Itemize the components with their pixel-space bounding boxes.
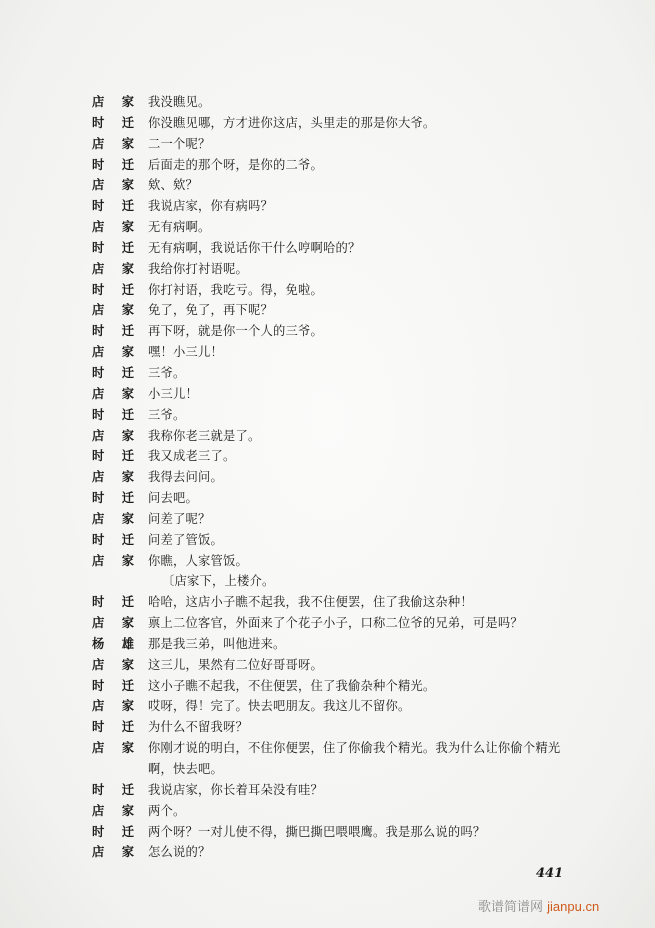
speaker-char: 店 [92,470,105,485]
speaker-name [92,592,134,613]
speaker-name [92,759,134,780]
dialogue-line [92,113,572,134]
speaker-char: 时 [92,199,105,214]
speaker-char: 迁 [121,365,134,380]
line-text: 这小子瞧不起我，不住便罢，住了我偷杂种个精光。 [148,678,436,693]
speaker-name [92,113,134,134]
speaker-name [92,342,134,363]
speaker-char: 家 [121,303,134,318]
speaker-char: 迁 [121,595,134,610]
speaker-name [92,321,134,342]
speaker-name [92,717,134,738]
speaker-char: 迁 [121,199,134,214]
dialogue-line [92,467,572,488]
speaker-name [92,467,134,488]
line-text: 我得去问问。 [148,470,223,485]
speaker-char: 雄 [121,636,134,651]
line-text: 两个。 [148,803,186,818]
line-text: 啊，快去吧。 [148,762,223,776]
speaker-char: 时 [92,824,105,839]
speaker-char: 家 [121,428,134,443]
line-text: 你瞧，人家管饭。 [148,553,248,568]
speaker-name [92,571,134,592]
speaker-char: 时 [92,720,105,735]
speaker-char: 迁 [121,324,134,339]
speaker-char: 店 [92,803,105,818]
dialogue-line [92,613,572,634]
speaker-char: 时 [92,324,105,339]
speaker-char: 时 [92,449,105,464]
dialogue-line [92,655,572,676]
dialogue-line [92,196,572,217]
speaker-char: 迁 [121,407,134,422]
stage-direction [92,571,572,592]
speaker-name [92,509,134,530]
line-text: 你没瞧见哪，方才进你这店，头里走的那是你大爷。 [148,115,436,130]
watermark [478,896,599,915]
dialogue-line [92,551,572,572]
speaker-char: 迁 [121,491,134,506]
speaker-char: 店 [92,845,105,860]
speaker-name [92,446,134,467]
speaker-name [92,488,134,509]
dialogue-line [92,342,572,363]
speaker-char: 店 [92,303,105,318]
speaker-name [92,363,134,384]
line-text: 你刚才说的明白，不住你便罢，住了你偷我个精光。我为什么让你偷个精光 [148,741,561,756]
speaker-char: 店 [92,511,105,526]
line-text: 无有病啊，我说话你干什么哼啊哈的？ [148,240,361,255]
speaker-char: 店 [92,657,105,672]
line-text: 免了，免了，再下呢？ [148,303,273,318]
speaker-char: 家 [121,220,134,235]
line-text: 小三儿！ [148,386,198,401]
line-text: 我给你打衬语呢。 [148,261,248,276]
speaker-char: 时 [92,491,105,506]
speaker-char: 家 [121,699,134,714]
line-text: 怎么说的？ [148,845,211,860]
watermark-en: jianpu.cn [547,899,600,914]
speaker-char: 家 [121,616,134,631]
speaker-name [92,405,134,426]
speaker-char: 家 [121,345,134,360]
line-text: 问差了管饭。 [148,532,223,547]
speaker-char: 时 [92,115,105,130]
dialogue-line [92,405,572,426]
speaker-char: 时 [92,532,105,547]
speaker-char: 店 [92,699,105,714]
speaker-name [92,780,134,801]
speaker-char: 时 [92,595,105,610]
line-text: 二一个呢？ [148,136,211,151]
dialogue-line [92,155,572,176]
speaker-name [92,238,134,259]
speaker-name [92,613,134,634]
line-text: 我称你老三就是了。 [148,428,261,443]
speaker-char: 店 [92,741,105,756]
line-text: 我说店家，你长着耳朵没有哇？ [148,782,323,797]
speaker-char: 店 [92,261,105,276]
line-text: 我又成老三了。 [148,449,236,464]
speaker-char: 店 [92,178,105,193]
dialogue-line [92,217,572,238]
line-text: 哈哈，这店小子瞧不起我，我不住便罢，住了我偷这杂种！ [148,595,473,610]
speaker-name [92,738,134,759]
line-text: 那是我三弟，叫他进来。 [148,636,286,651]
speaker-char: 店 [92,220,105,235]
line-text: 两个呀？一对儿使不得，撕巴撕巴喂喂鹰。我是那么说的吗？ [148,824,486,839]
speaker-name [92,175,134,196]
speaker-char: 店 [92,553,105,568]
line-text: 后面走的那个呀，是你的二爷。 [148,157,323,172]
speaker-char: 迁 [121,449,134,464]
dialogue-line [92,426,572,447]
speaker-char: 店 [92,616,105,631]
speaker-char: 时 [92,782,105,797]
dialogue-line [92,92,572,113]
dialogue-line [92,363,572,384]
speaker-name [92,676,134,697]
speaker-char: 时 [92,282,105,297]
dialogue-line [92,696,572,717]
dialogue-line [92,592,572,613]
speaker-char: 迁 [121,532,134,547]
line-text: 问差了呢？ [148,511,211,526]
speaker-char: 家 [121,386,134,401]
dialogue-line [92,801,572,822]
speaker-name [92,655,134,676]
line-text: 嘿！小三儿！ [148,345,223,360]
line-text: 我没瞧见。 [148,95,211,109]
speaker-char: 家 [121,470,134,485]
line-text: 这三儿，果然有二位好哥哥呀。 [148,657,323,672]
speaker-char: 迁 [121,782,134,797]
line-text: 问去吧。 [148,491,198,506]
dialogue-line [92,738,572,759]
speaker-char: 店 [92,136,105,151]
speaker-char: 店 [92,345,105,360]
speaker-name [92,217,134,238]
line-text: 再下呀，就是你一个人的三爷。 [148,324,323,339]
speaker-char: 家 [121,95,134,109]
speaker-char: 迁 [121,678,134,693]
speaker-char: 时 [92,407,105,422]
dialogue-line [92,488,572,509]
speaker-name [92,426,134,447]
dialogue-line [92,321,572,342]
speaker-name [92,822,134,843]
speaker-char: 家 [121,845,134,860]
speaker-char: 迁 [121,282,134,297]
dialogue-line [92,717,572,738]
line-text: 为什么不留我呀？ [148,720,248,735]
speaker-char: 时 [92,157,105,172]
speaker-char: 店 [92,95,105,109]
dialogue-line [92,509,572,530]
dialogue-line [92,530,572,551]
speaker-char: 迁 [121,240,134,255]
speaker-char: 时 [92,240,105,255]
speaker-char: 时 [92,365,105,380]
speaker-char: 迁 [121,824,134,839]
dialogue-line [92,175,572,196]
dialogue-line [92,300,572,321]
line-text: 欸、欸？ [148,178,198,193]
speaker-name [92,300,134,321]
dialogue-line [92,780,572,801]
line-text: 哎呀，得！完了。快去吧朋友。我这儿不留你。 [148,699,411,714]
speaker-name [92,634,134,655]
dialogue-line [92,676,572,697]
line-text: 无有病啊。 [148,220,211,235]
dialogue-line [92,134,572,155]
speaker-name [92,196,134,217]
line-text: 禀上二位客官，外面来了个花子小子，口称二位爷的兄弟，可是吗？ [148,616,523,631]
speaker-char: 店 [92,386,105,401]
line-text: 三爷。 [148,365,186,380]
dialogue-line [92,446,572,467]
dialogue-line [92,259,572,280]
speaker-name [92,134,134,155]
speaker-name [92,259,134,280]
speaker-char: 家 [121,741,134,756]
speaker-name [92,551,134,572]
speaker-name [92,801,134,822]
speaker-char: 家 [121,511,134,526]
speaker-char: 迁 [121,157,134,172]
dialogue-line [92,384,572,405]
speaker-char: 时 [92,678,105,693]
speaker-name [92,696,134,717]
line-text: 三爷。 [148,407,186,422]
speaker-char: 迁 [121,115,134,130]
line-text: 你打衬语，我吃亏。得，免啦。 [148,282,323,297]
speaker-char: 迁 [121,720,134,735]
speaker-char: 杨 [92,636,105,651]
speaker-name [92,280,134,301]
dialogue-line [92,759,572,780]
line-text: 我说店家，你有病吗？ [148,199,273,214]
speaker-name [92,384,134,405]
speaker-char: 家 [121,136,134,151]
dialogue-line [92,634,572,655]
line-text: 〔店家下，上楼介。 [162,574,275,589]
dialogue-line [92,280,572,301]
speaker-char: 家 [121,553,134,568]
dialogue-lines [92,92,572,863]
speaker-char: 家 [121,178,134,193]
dialogue-line [92,822,572,843]
dialogue-line [92,238,572,259]
speaker-char: 家 [121,803,134,818]
speaker-name [92,530,134,551]
speaker-char: 家 [121,657,134,672]
speaker-char: 家 [121,261,134,276]
dialogue-line [92,842,572,863]
speaker-char: 店 [92,428,105,443]
watermark-cn: 歌谱简谱网 [478,900,544,915]
speaker-name [92,842,134,863]
speaker-name [92,92,134,113]
speaker-name [92,155,134,176]
page-number: 441 [536,866,564,881]
